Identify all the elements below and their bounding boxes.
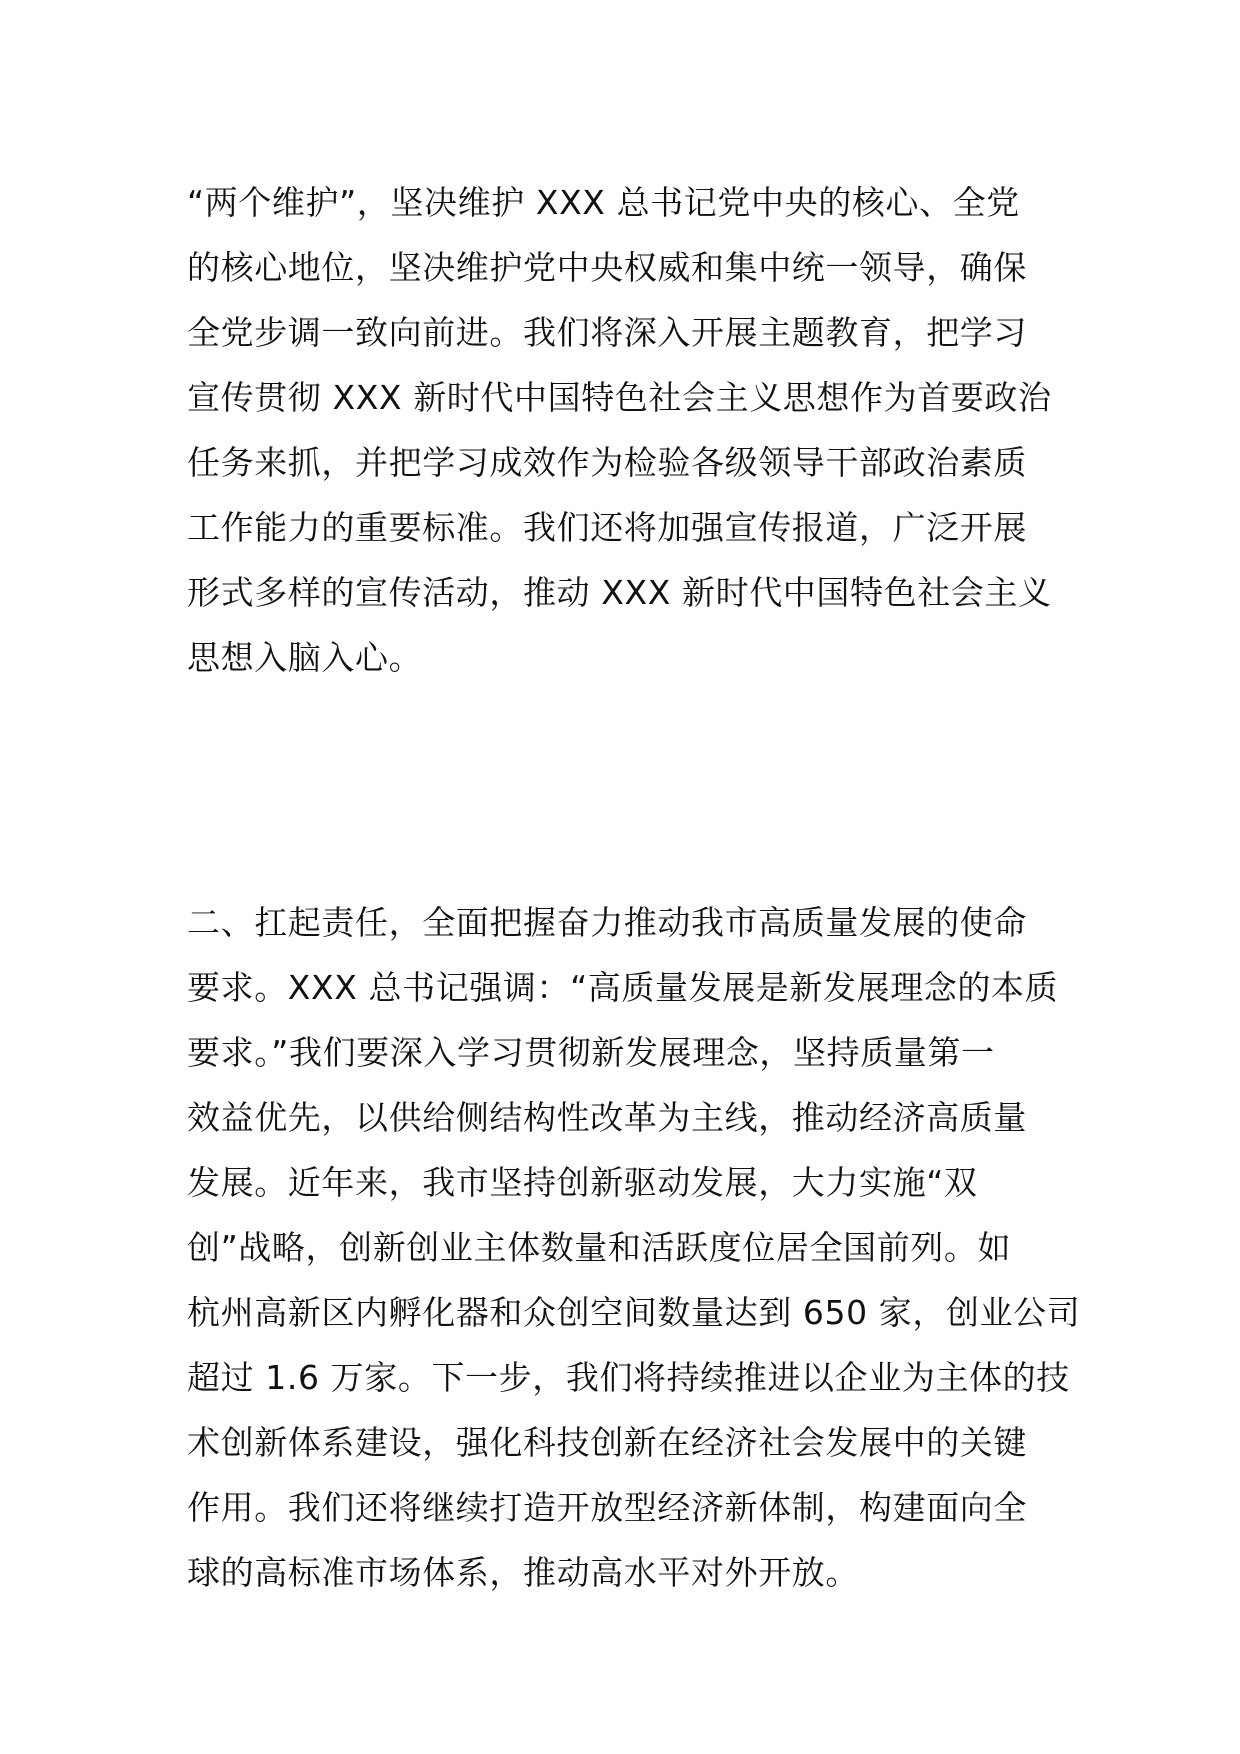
text-line: 要求。XXX 总书记强调：“高质量发展是新发展理念的本质 [187, 968, 1059, 1007]
text-line: 宣传贯彻 XXX 新时代中国特色社会主义思想作为首要政治 [187, 378, 1052, 417]
text-line: 效益优先，以供给侧结构性改革为主线，推动经济高质量 [187, 1098, 1027, 1137]
text-line: 思想入脑入心。 [187, 638, 423, 677]
text-line: 全党步调一致向前进。我们将深入开展主题教育，把学习 [187, 313, 1027, 352]
text-line: “两个维护”，坚决维护 XXX 总书记党中央的核心、全党 [187, 183, 1020, 222]
paragraph-2 [187, 890, 1081, 1605]
text-line: 发展。近年来，我市坚持创新驱动发展，大力实施“双 [187, 1163, 978, 1202]
text-line: 作用。我们还将继续打造开放型经济新体制，构建面向全 [187, 1488, 1027, 1527]
text-line: 术创新体系建设，强化科技创新在经济社会发展中的关键 [187, 1423, 1027, 1462]
text-line: 形式多样的宣传活动，推动 XXX 新时代中国特色社会主义 [187, 573, 1052, 612]
text-line: 杭州高新区内孵化器和众创空间数量达到 650 家，创业公司 [187, 1293, 1081, 1332]
text-line: 工作能力的重要标准。我们还将加强宣传报道，广泛开展 [187, 508, 1027, 547]
text-line: 任务来抓，并把学习成效作为检验各级领导干部政治素质 [187, 443, 1027, 482]
text-line: 球的高标准市场体系，推动高水平对外开放。 [187, 1553, 859, 1592]
text-line: 超过 1.6 万家。下一步，我们将持续推进以企业为主体的技 [187, 1358, 1070, 1397]
text-line: 要求。”我们要深入学习贯彻新发展理念，坚持质量第一 [187, 1033, 995, 1072]
text-line: 创”战略，创新创业主体数量和活跃度位居全国前列。如 [187, 1228, 1012, 1267]
text-line: 二、扛起责任，全面把握奋力推动我市高质量发展的使命 [187, 903, 1027, 942]
text-line: 的核心地位，坚决维护党中央权威和集中统一领导，确保 [187, 248, 1027, 287]
paragraph-1 [187, 170, 1067, 690]
